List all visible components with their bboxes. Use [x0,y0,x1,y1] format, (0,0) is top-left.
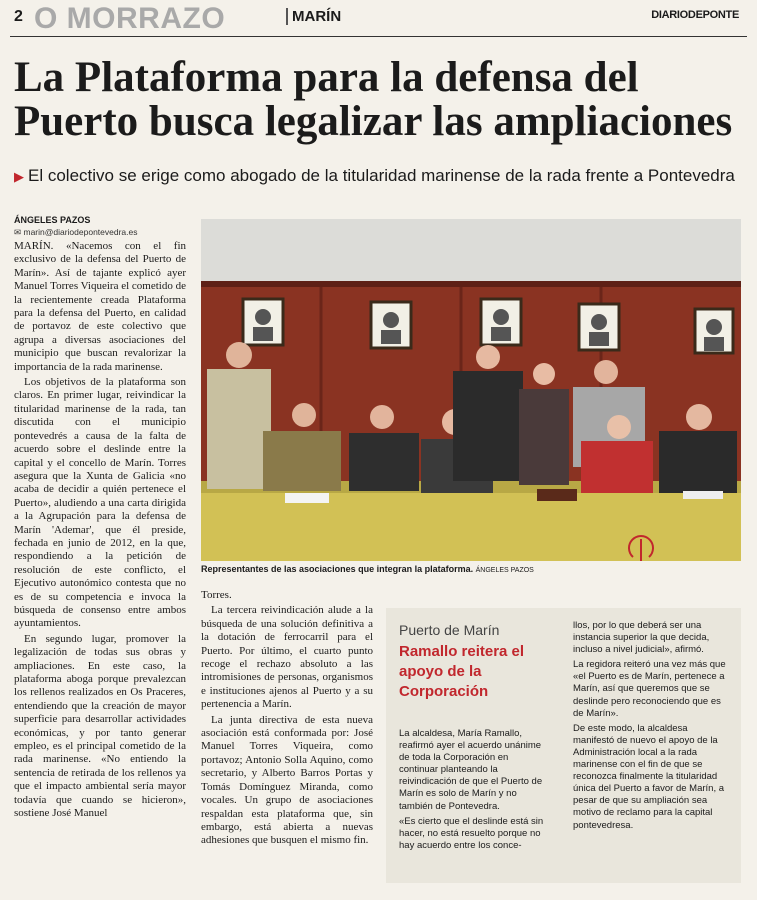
sidebar-column-2 [573,620,731,835]
article-paragraph: La junta directiva de esta nueva asociación está conformada por: José Manuel Torres Viqueira, como portavoz; Antonio Solla Aquino, como secretario, y Alberto Barros Portas y Tomás Domínguez Miranda, como vocales. Un grupo de asociaciones respaldan esta plataforma que, sin embargo, está abierta a nuevas adhesiones que busquen el mismo fin. [201,713,373,847]
author-email [14,227,137,238]
article-paragraph: La tercera reivindicación alude a la búsqueda de una solución definitiva a la dotación de ferrocarril para el Puerto. Por último, el cuarto punto recoge el rechazo absoluto a las intromisiones de personas, organismos e instituciones ajenos al Puerto y a su pertenencia a Marín. [201,604,373,711]
group-photo-illustration [201,219,741,561]
author-byline: ÁNGELES PAZOS [14,215,91,225]
sidebar-paragraph: De este modo, la alcaldesa manifestó de nuevo el apoyo de la Administración local a la rada marinense con el fin de que se reconozca finalmente la titularidad única del Puerto a favor de Marín, a pesar de que su ampliación sea motivo de reclamo para la capital pontevedresa. [573,722,725,831]
sidebar-kicker: Puerto de Marín [399,622,500,638]
subsection-name: MARÍN [286,8,341,25]
photo-credit: ÁNGELES PAZOS [475,567,534,574]
article-column-2 [201,589,373,850]
page-number: 2 [14,8,23,25]
photo-caption [201,564,741,574]
header-rule [10,36,747,37]
photo-caption-text: Representantes de las asociaciones que integran la plataforma. [201,564,474,574]
newspaper-masthead: DIARIODEPONTE [651,9,739,21]
article-photo [201,219,741,561]
article-paragraph: Torres. [201,589,232,601]
author-email-text[interactable]: marin@diariodepontevedra.es [23,227,138,237]
article-subheadline [14,166,749,186]
sidebar-column-1 [399,728,549,855]
triangle-bullet-icon: ▶ [14,169,24,184]
article-paragraph: Los objetivos de la plataforma son claros. En primer lugar, reivindicar la titularidad marinense de la rada, tan discutida con el municipio pontevedrés a causa de la falta de acuerdo sobre el deslinde entre la capital y el concello de Marín. Torres asegura que la Xunta de Galicia «no acaba de decidir a quién pertenece el Puerto», aludiendo a una carta dirigida a la Agrupación para la defensa de Marín 'Ademar', que él preside, fechada en junio de 2012, en la que, respondiendo a la petición de resolución de este conflicto, el Ejecutivo autonómico contesta que no es de su competencia e invoca la búsqueda de consenso entre ambos ayuntamientos. [14,376,186,630]
mail-icon: ✉ [14,227,24,237]
article-column-1 [14,240,186,822]
article-paragraph: MARÍN. «Nacemos con el fin exclusivo de la defensa del Puerto de Marín». Así de tajante explicó ayer Manuel Torres Viqueira el cometido de la recientemente creada Plataforma para la defensa del Puerto, en calidad de portavoz de este colectivo que agrupa a diversas asociaciones del municipio que buscan revalorizar la importancia de la rada marinense. [14,240,186,373]
sidebar-paragraph: «Es cierto que el deslinde está sin hacer, no está resuelto porque no hay acuerdo entre los conce- [399,815,544,851]
section-name: O MORRAZO [34,2,226,35]
sidebar-title: Ramallo reitera el apoyo de la Corporación [399,643,525,700]
subheadline-text: El colectivo se erige como abogado de la titularidad marinense de la rada frente a Pontevedra [28,166,735,185]
article-headline: La Plataforma para la defensa del Puerto busca legalizar las ampliaciones [14,54,733,145]
sidebar-paragraph: La alcaldesa, María Ramallo, reafirmó ayer el acuerdo unánime de toda la Corporación en continuar planteando la reivindicación de que el Puerto de Marín es solo de Marín y no también de Pontevedra. [399,728,543,812]
sidebar-paragraph: La regidora reiteró una vez más que «el Puerto es de Marín, pertenece a Marín, así que queremos que se deslinde pero reconociendo que es de Marín». [573,659,726,719]
article-paragraph: En segundo lugar, promover la legalización de todas sus obras y ampliaciones. En este caso, la plataforma aboga porque prevalezcan los rellenos realizados en Os Praceres, entendiendo que la creación de mayor superficie para desarrollar actividades económicas, y por tanto generar empleo, es el principal cometido de la rada marinense. «No entiendo la sentencia de retirada de los rellenos ya que el impacto ambiental sería mayor todavía que cuando se hicieron», sostiene José Manuel [14,632,186,820]
sidebar-paragraph: llos, por lo que deberá ser una instancia superior la que decida, incluso a nivel judicial», afirmó. [573,620,710,656]
